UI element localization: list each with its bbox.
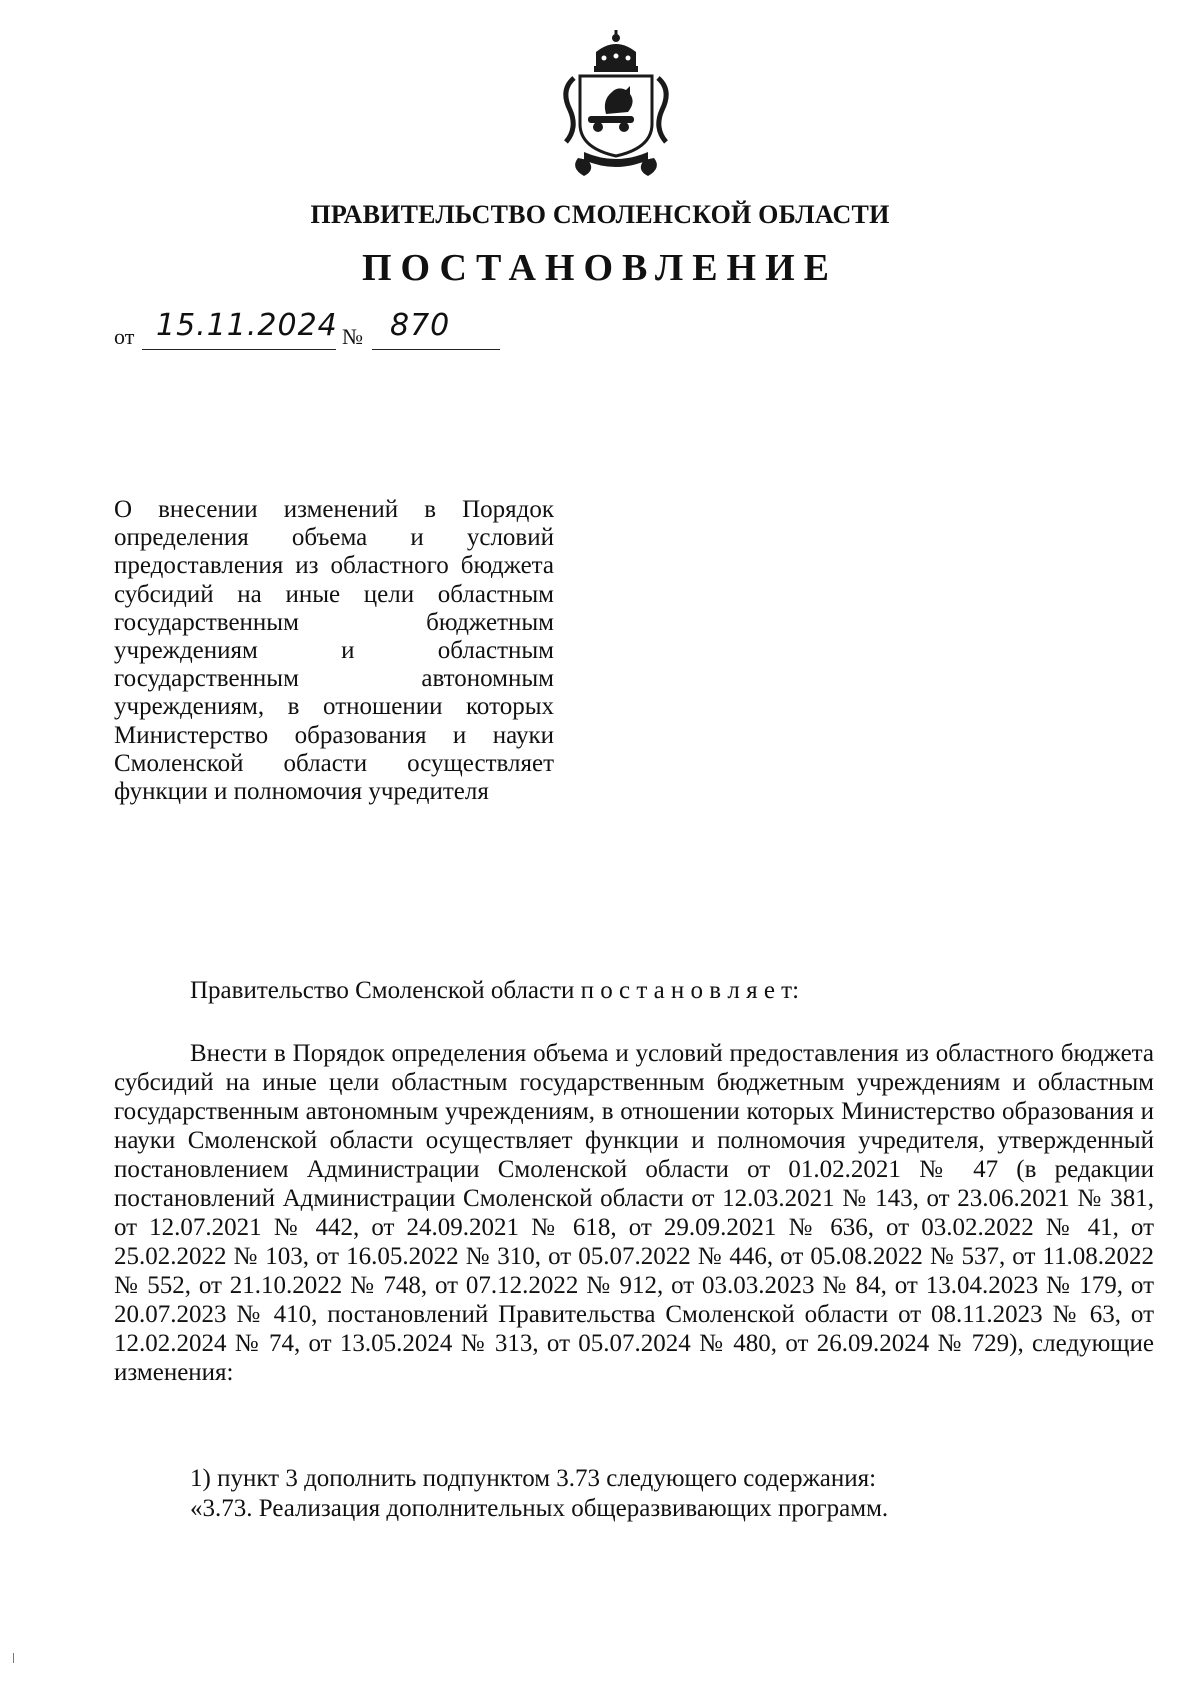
scan-mark bbox=[13, 1653, 14, 1663]
handwritten-number: 870 bbox=[390, 308, 451, 343]
decree-statement: Правительство Смоленской области п о с т а н о в л я е т: bbox=[190, 977, 800, 1004]
coat-of-arms-emblem bbox=[556, 30, 676, 180]
body-paragraph: Внести в Порядок определения объема и условий предоставления из областного бюджета субсидий на иные цели областным государственным бюджетным учреждениям и областным государственным автономным учреждениям, в отношении которых Министерство образования и науки Смоленской области осуществляет функции и полномочия учредителя, утвержденный постановлением Администрации Смоленской области от 01.02.2021 № 47 (в редакции постановлений Администрации Смоленской области от 12.03.2021 № 143, от 23.06.2021 № 381, от 12.07.2021 № 442, от 24.09.2021 № 618, от 29.09.2021 № 636, от 03.02.2022 № 41, от 25.02.2022 № 103, от 16.05.2022 № 310, от 05.07.2022 № 446, от 05.08.2022 № 537, от 11.08.2022 № 552, от 21.10.2022 № 748, от 07.12.2022 № 912, от 03.03.2023 № 84, от 13.04.2023 № 179, от 20.07.2023 № 410, постановлений Правительства Смоленской области от 08.11.2023 № 63, от 12.02.2024 № 74, от 13.05.2024 № 313, от 05.07.2024 № 480, от 26.09.2024 № 729), следующие изменения: bbox=[114, 1040, 1154, 1386]
organization-heading: ПРАВИТЕЛЬСТВО СМОЛЕНСКОЙ ОБЛАСТИ bbox=[310, 200, 890, 229]
list-item-2: «3.73. Реализация дополнительных общеразвивающих программ. bbox=[190, 1495, 889, 1522]
date-underline bbox=[142, 349, 336, 350]
number-prefix: № bbox=[342, 324, 363, 349]
handwritten-date: 15.11.2024 bbox=[156, 308, 338, 343]
date-prefix: от bbox=[114, 324, 135, 349]
document-type-heading: ПОСТАНОВЛЕНИЕ bbox=[361, 247, 839, 289]
list-item-1: 1) пункт 3 дополнить подпунктом 3.73 следующего содержания: bbox=[190, 1465, 877, 1492]
document-subject: О внесении изменений в Порядок определения объема и условий предоставления из областного бюджета субсидий на иные цели областным государственным бюджетным учреждениям и областным государственным автономным учреждениям, в отношении которых Министерство образования и науки Смоленской области осуществляет функции и полномочия учредителя bbox=[114, 496, 554, 806]
number-underline bbox=[372, 349, 500, 350]
document-body bbox=[114, 1039, 1154, 1387]
